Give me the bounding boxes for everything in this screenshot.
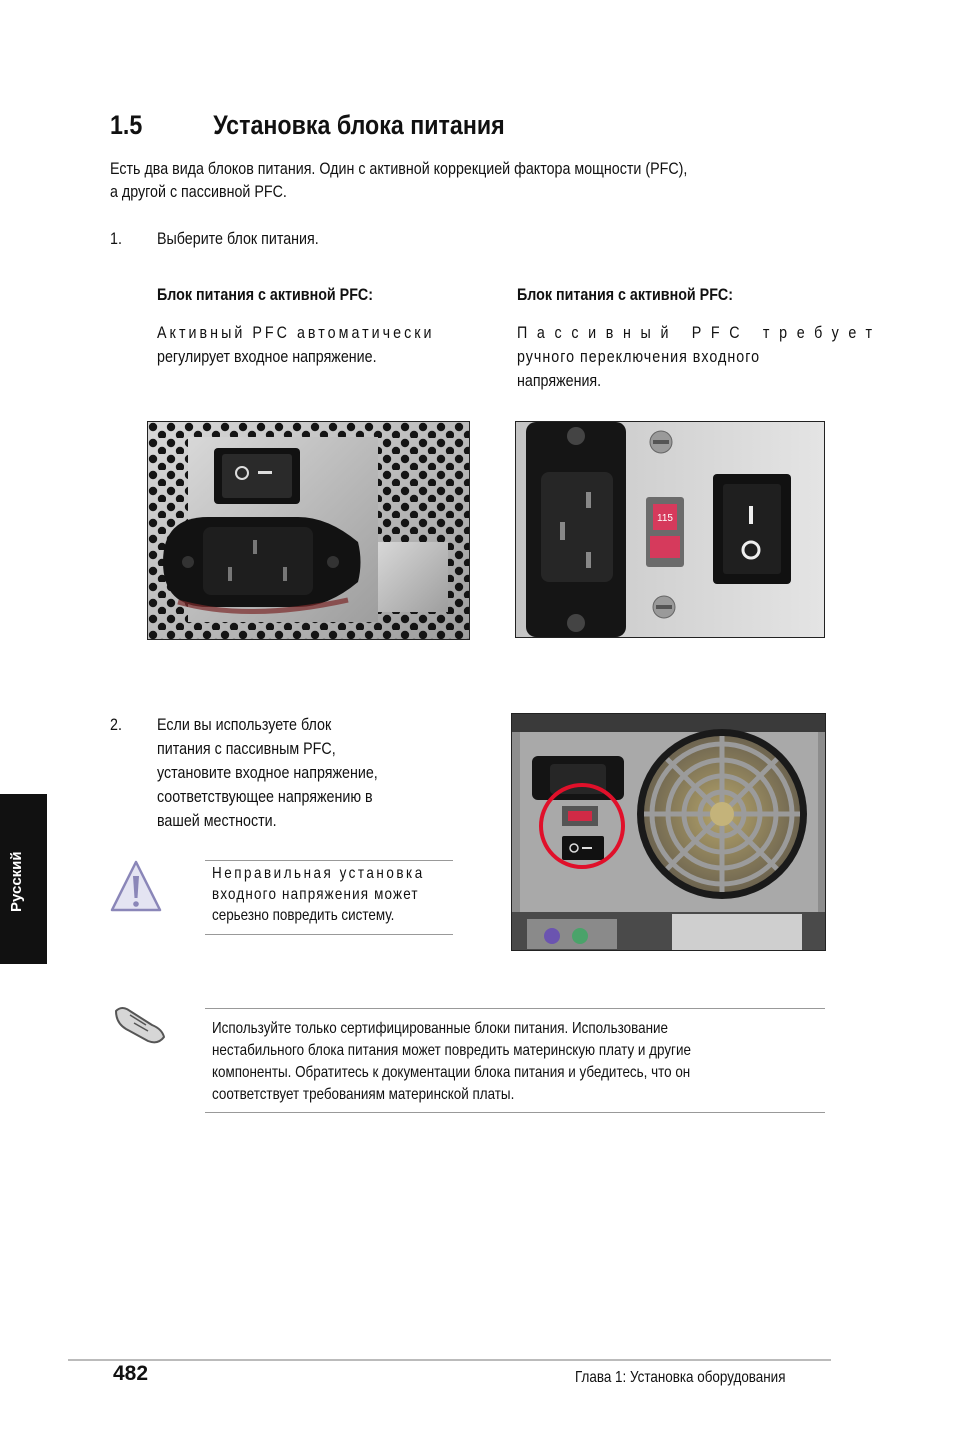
intro-line-1: Есть два вида блоков питания. Один с активной коррекцией фактора мощности (PFC),: [110, 159, 688, 178]
note-line-4: соответствует требованиям материнской платы.: [212, 1086, 515, 1103]
section-title-text: Установка блока питания: [213, 110, 505, 140]
passive-psu-illustration: [516, 422, 824, 637]
note-line-2: нестабильного блока питания может повредить материнскую плату и другие: [212, 1042, 691, 1059]
active-pfc-psu-photo: [147, 421, 470, 640]
chapter-title: Глава 1: Установка оборудования: [575, 1369, 786, 1386]
intro-line-2: а другой с пассивной PFC.: [110, 182, 287, 201]
step1-number: 1.: [110, 229, 122, 248]
step2-line-5: вашей местности.: [157, 811, 277, 830]
passive-pfc-psu-photo: [515, 421, 825, 638]
warning-line-3: серьезно повредить систему.: [212, 907, 395, 924]
section-number: 1.5: [110, 110, 143, 140]
language-side-tab-label: Русский: [8, 851, 25, 912]
note-line-1: Используйте только сертифицированные блоки питания. Использование: [212, 1020, 669, 1037]
step2-line-4: соответствующее напряжению в: [157, 787, 373, 806]
case-rear-photo: [511, 713, 826, 951]
passive-pfc-line2: ручного переключения входного: [517, 347, 761, 366]
section-title: [110, 110, 505, 141]
passive-pfc-line3: напряжения.: [517, 371, 602, 390]
step1-text: Выберите блок питания.: [157, 229, 319, 248]
passive-pfc-line1: Пассивный PFC требует: [517, 323, 882, 342]
case-rear-illustration: [512, 714, 825, 950]
voltage-label: 115: [657, 513, 673, 524]
warning-icon: [108, 858, 164, 916]
note-line-3: компоненты. Обратитесь к документации блока питания и убедитесь, что он: [212, 1064, 691, 1081]
note-bottom-rule: [205, 1112, 825, 1113]
active-pfc-heading: Блок питания с активной PFC:: [157, 285, 373, 304]
step2-line-3: установите входное напряжение,: [157, 763, 378, 782]
warning-bottom-rule: [205, 934, 453, 935]
active-pfc-line2: регулирует входное напряжение.: [157, 347, 377, 366]
note-hand-icon: [112, 1003, 168, 1045]
note-top-rule: [205, 1008, 825, 1009]
step2-line-1: Если вы используете блок: [157, 715, 332, 734]
step2-line-2: питания с пассивным PFC,: [157, 739, 336, 758]
active-pfc-line1: Активный PFC автоматически: [157, 323, 435, 342]
language-side-tab: [0, 794, 47, 964]
step2-number: 2.: [110, 715, 122, 734]
warning-line-2: входного напряжения может: [212, 886, 419, 903]
footer-rule: [68, 1359, 831, 1361]
warning-top-rule: [205, 860, 453, 861]
warning-line-1: Неправильная установка: [212, 865, 425, 882]
page-number: 482: [113, 1362, 149, 1385]
active-psu-illustration: [148, 422, 469, 639]
passive-pfc-heading: Блок питания с активной PFC:: [517, 285, 733, 304]
